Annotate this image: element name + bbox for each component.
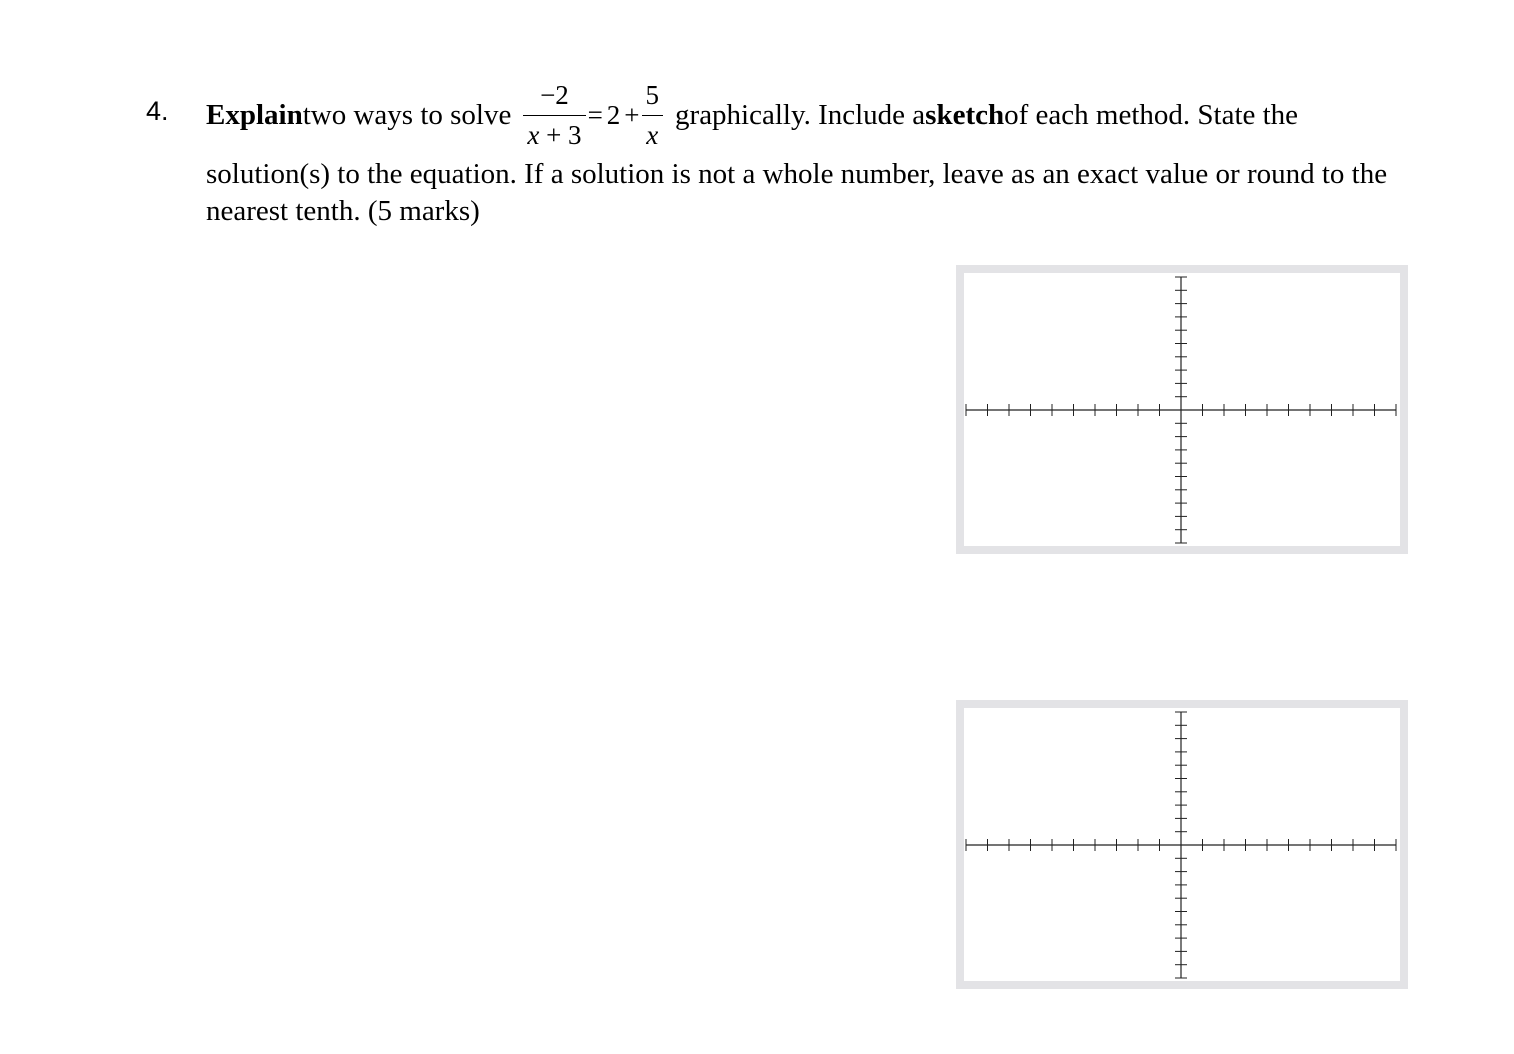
- rhs-denominator: [642, 116, 662, 149]
- question-paragraph: solution(s) to the equation. If a solution is not a whole number, leave as an exact value or round to the nearest tenth. (5 marks): [206, 158, 1388, 227]
- constant-two: 2: [606, 99, 621, 130]
- lhs-fraction: [523, 79, 585, 150]
- lhs-denominator: [523, 116, 585, 149]
- blank-coordinate-grid-2: [956, 700, 1408, 989]
- rhs-denominator-variable: x: [646, 119, 659, 150]
- question-number: 4.: [146, 96, 169, 126]
- question-line1-tail: of each method. State the: [1004, 98, 1299, 131]
- equals-sign: =: [587, 99, 603, 130]
- question-after-equation: graphically. Include a: [675, 98, 926, 131]
- plus-sign: +: [624, 99, 640, 130]
- question-first-line: [206, 70, 1298, 160]
- question-lead-text: two ways to solve: [302, 98, 512, 131]
- blank-coordinate-grid-1: [956, 265, 1408, 554]
- lhs-denominator-constant: + 3: [539, 119, 582, 150]
- lhs-denominator-variable: x: [527, 119, 540, 150]
- axes-svg-2: [964, 708, 1400, 981]
- rhs-fraction: [642, 79, 664, 150]
- bold-sketch: sketch: [925, 98, 1005, 131]
- rhs-numerator: 5: [645, 79, 660, 110]
- axes-svg-1: [964, 273, 1400, 546]
- lhs-numerator: −2: [540, 79, 569, 110]
- bold-explain: Explain: [206, 98, 303, 131]
